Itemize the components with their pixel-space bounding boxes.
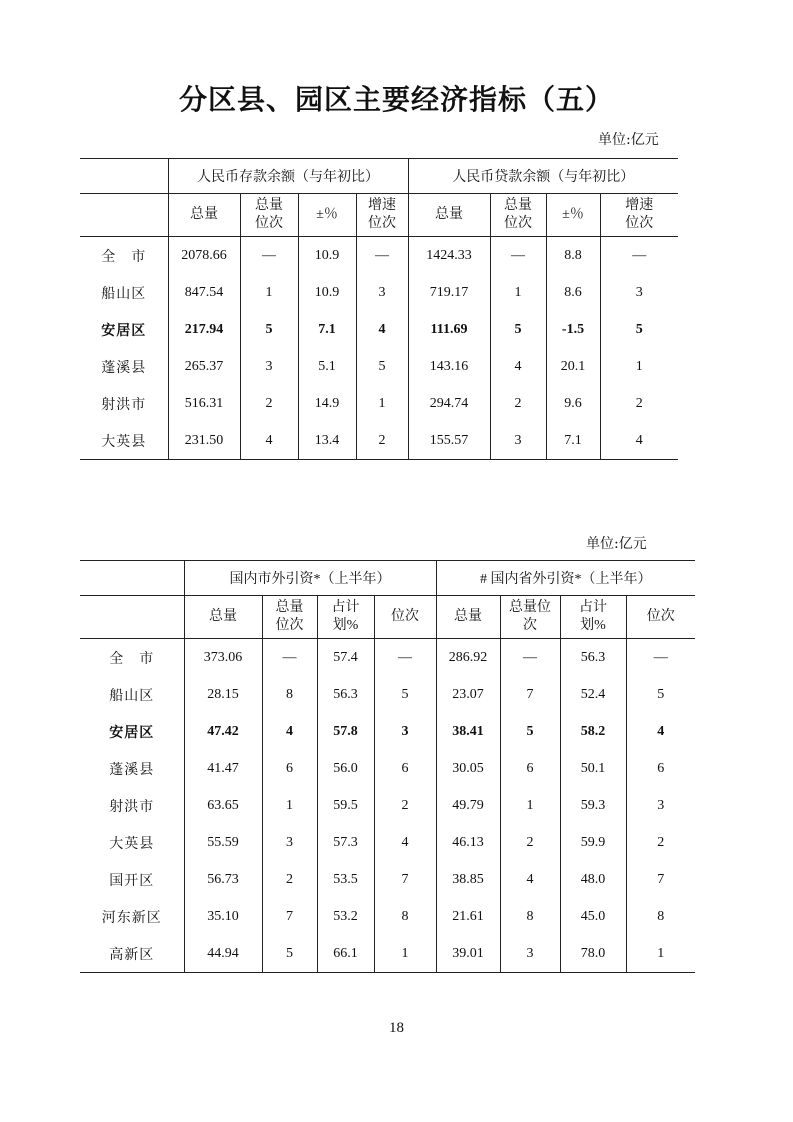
table-cell: 56.3 [317,676,374,713]
table-cell: 3 [262,824,317,861]
table-cell: 2 [626,824,695,861]
table-cell: 63.65 [184,787,262,824]
table-cell: 5.1 [298,348,356,385]
group-header-outside-city: 国内市外引资*（上半年） [184,561,436,596]
table-cell: 1 [500,787,560,824]
table-cell: 14.9 [298,385,356,422]
row-label: 全 市 [109,651,155,667]
column-header: 总量 [436,596,500,639]
table-cell: 8 [374,898,436,935]
column-header: 总量 [408,194,490,237]
table-row [80,348,678,385]
table-cell: 2078.66 [168,237,240,275]
column-header: ±％ [298,194,356,237]
table-cell: 7.1 [298,311,356,348]
row-label: 国开区 [109,873,155,889]
table-row [80,787,695,824]
table-cell: 45.0 [560,898,626,935]
table-cell: 3 [600,274,678,311]
table-cell: — [374,639,436,677]
table-cell: 7 [500,676,560,713]
column-header: 总量 位次 [240,194,298,237]
table-cell: 5 [240,311,298,348]
table-cell: 5 [490,311,546,348]
table-cell: 49.79 [436,787,500,824]
table-cell: 39.01 [436,935,500,973]
group-header-deposit: 人民币存款余额（与年初比） [168,159,408,194]
table-row [80,824,695,861]
table-cell: 55.59 [184,824,262,861]
corner-cell [80,159,168,194]
table-cell: 6 [262,750,317,787]
table-cell: 38.85 [436,861,500,898]
investment-table [80,560,695,973]
table-cell: — [500,639,560,677]
table-cell: 143.16 [408,348,490,385]
row-label: 大英县 [80,422,168,460]
column-header: 总量位 次 [500,596,560,639]
table-cell: 56.0 [317,750,374,787]
corner-cell [80,561,184,596]
table-cell: 56.3 [560,639,626,677]
table-cell: 286.92 [436,639,500,677]
table-cell: — [490,237,546,275]
table-cell: 7 [262,898,317,935]
table-cell: 10.9 [298,237,356,275]
table-cell: 4 [626,713,695,750]
table-cell: 1424.33 [408,237,490,275]
table-row [80,935,695,973]
table-cell: 10.9 [298,274,356,311]
table-cell: 847.54 [168,274,240,311]
table-cell: 217.94 [168,311,240,348]
table-cell: 28.15 [184,676,262,713]
table-cell: — [356,237,408,275]
column-header: ±％ [546,194,600,237]
table-cell: 2 [600,385,678,422]
column-header: 位次 [374,596,436,639]
row-label: 全 市 [101,249,147,265]
table-cell: 2 [356,422,408,460]
table-cell: 56.73 [184,861,262,898]
table-cell: 4 [262,713,317,750]
table-cell: 8 [262,676,317,713]
row-label: 船山区 [109,688,155,704]
table-cell: 1 [262,787,317,824]
column-header-row [80,596,695,639]
table-cell: 23.07 [436,676,500,713]
table-cell: 3 [374,713,436,750]
column-header: 位次 [626,596,695,639]
table-cell: 53.5 [317,861,374,898]
table-cell: 20.1 [546,348,600,385]
corner-cell [80,596,184,639]
table-cell: 2 [262,861,317,898]
table-cell: — [600,237,678,275]
table-cell: 78.0 [560,935,626,973]
table-row [80,422,678,460]
table-cell: 53.2 [317,898,374,935]
table-cell: 8.8 [546,237,600,275]
table-cell: 111.69 [408,311,490,348]
table-cell: 4 [356,311,408,348]
page-number: 18 [389,1020,404,1036]
column-header: 增速 位次 [356,194,408,237]
table-cell: 5 [600,311,678,348]
table-cell: 59.5 [317,787,374,824]
table-cell: 21.61 [436,898,500,935]
table-row [80,237,678,275]
column-header: 总量 位次 [262,596,317,639]
table-row [80,861,695,898]
table-row [80,274,678,311]
table-cell: 155.57 [408,422,490,460]
table-cell: 265.37 [168,348,240,385]
table-cell: 4 [600,422,678,460]
row-label: 蓬溪县 [109,762,155,778]
page-title: 分区县、园区主要经济指标（五） [178,83,614,116]
table-cell: 7.1 [546,422,600,460]
table-row [80,311,678,348]
table-cell: 4 [500,861,560,898]
table-cell: 35.10 [184,898,262,935]
table-cell: 38.41 [436,713,500,750]
table-row [80,385,678,422]
column-header-row [80,194,678,237]
table-cell: 1 [356,385,408,422]
column-header: 增速 位次 [600,194,678,237]
table-cell: 2 [374,787,436,824]
row-label: 射洪市 [109,799,155,815]
table-cell: 66.1 [317,935,374,973]
table-cell: 8 [500,898,560,935]
table-cell: 7 [374,861,436,898]
table-cell: 52.4 [560,676,626,713]
table-cell: 4 [490,348,546,385]
table-cell: 6 [626,750,695,787]
table-cell: 58.2 [560,713,626,750]
table-cell: 57.3 [317,824,374,861]
table-row [80,713,695,750]
table-cell: -1.5 [546,311,600,348]
corner-cell [80,194,168,237]
table-cell: 2 [500,824,560,861]
unit-label-1: 单位:亿元 [598,132,659,148]
group-header-loan: 人民币贷款余额（与年初比） [408,159,678,194]
table-cell: 13.4 [298,422,356,460]
table-cell: 719.17 [408,274,490,311]
table-cell: 3 [626,787,695,824]
table-cell: 516.31 [168,385,240,422]
table-cell: 48.0 [560,861,626,898]
table-cell: 7 [626,861,695,898]
table-row [80,898,695,935]
row-label: 大英县 [109,836,155,852]
column-header: 总量 [168,194,240,237]
table-cell: 9.6 [546,385,600,422]
table-cell: 50.1 [560,750,626,787]
table-cell: 8.6 [546,274,600,311]
group-header-outside-province: # 国内省外引资*（上半年） [436,561,695,596]
table-cell: 373.06 [184,639,262,677]
column-header: 总量 [184,596,262,639]
table-cell: — [240,237,298,275]
table-cell: — [262,639,317,677]
table-cell: 47.42 [184,713,262,750]
table-cell: 6 [374,750,436,787]
table-row [80,639,695,677]
table-cell: 1 [490,274,546,311]
row-label: 高新区 [80,935,184,973]
table-cell: 3 [500,935,560,973]
table-cell: 5 [626,676,695,713]
table-cell: 57.4 [317,639,374,677]
table-cell: 294.74 [408,385,490,422]
table-row [80,676,695,713]
table-cell: 5 [500,713,560,750]
deposit-loan-table [80,158,678,460]
row-label: 安居区 [109,725,155,741]
table-cell: 4 [374,824,436,861]
row-label: 射洪市 [101,397,147,413]
table-cell: 3 [240,348,298,385]
table-cell: 44.94 [184,935,262,973]
table-row [80,750,695,787]
table-cell: 3 [356,274,408,311]
table-cell: 8 [626,898,695,935]
table-cell: 3 [490,422,546,460]
unit-label-2: 单位:亿元 [586,536,647,552]
row-label: 河东新区 [101,910,162,926]
table-cell: 5 [374,676,436,713]
table-cell: 1 [600,348,678,385]
column-header: 占计 划% [560,596,626,639]
table-cell: 4 [240,422,298,460]
column-header: 总量 位次 [490,194,546,237]
table-cell: 57.8 [317,713,374,750]
table-cell: 2 [240,385,298,422]
table-cell: 30.05 [436,750,500,787]
table-cell: 5 [356,348,408,385]
table-cell: — [626,639,695,677]
column-header: 占计 划% [317,596,374,639]
table-cell: 5 [262,935,317,973]
row-label: 安居区 [101,323,147,339]
table-cell: 2 [490,385,546,422]
table-cell: 231.50 [168,422,240,460]
row-label: 蓬溪县 [101,360,147,376]
table-cell: 6 [500,750,560,787]
table-cell: 46.13 [436,824,500,861]
table-cell: 1 [240,274,298,311]
table-cell: 59.3 [560,787,626,824]
table-cell: 1 [626,935,695,973]
row-label: 船山区 [101,286,147,302]
table-cell: 59.9 [560,824,626,861]
table-cell: 41.47 [184,750,262,787]
table-cell: 1 [374,935,436,973]
